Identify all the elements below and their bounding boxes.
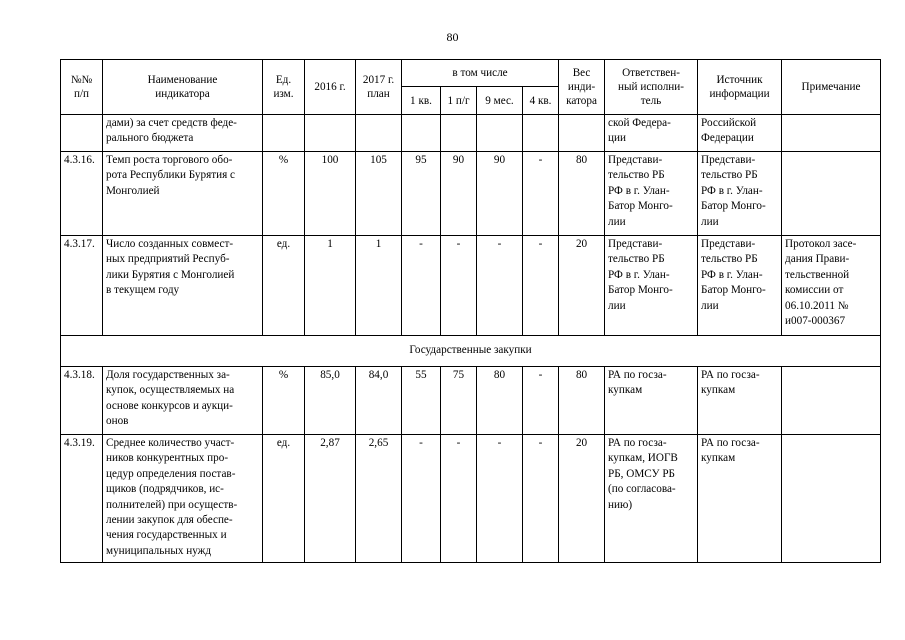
header-9m: 9 мес. [477, 87, 523, 115]
row-unit: % [263, 367, 305, 435]
row-responsible: Представи- тельство РБ РФ в г. Улан- Батор Монго- лии [605, 152, 698, 236]
row-unit: % [263, 152, 305, 236]
row-q4: - [523, 152, 559, 236]
row-num: 4.3.16. [61, 152, 103, 236]
row-num: 4.3.17. [61, 236, 103, 336]
row-responsible: РА по госза- купкам [605, 367, 698, 435]
table-row [61, 152, 881, 236]
row-q1 [402, 115, 441, 152]
row-h1: 90 [441, 152, 477, 236]
header-including: в том числе [402, 60, 559, 87]
header-name: Наименование индикатора [103, 60, 263, 115]
table-row [61, 236, 881, 336]
row-weight: 20 [559, 236, 605, 336]
header-h1: 1 п/г [441, 87, 477, 115]
row-h1: - [441, 236, 477, 336]
header-responsible: Ответствен- ный исполни- тель [605, 60, 698, 115]
header-q1: 1 кв. [402, 87, 441, 115]
table-row [61, 435, 881, 563]
row-9m: 90 [477, 152, 523, 236]
row-note [782, 435, 881, 563]
row-name: Число созданных совмест- ных предприятий Респуб- лики Бурятия с Монголией в текущем году [103, 236, 263, 336]
row-unit: ед. [263, 236, 305, 336]
page-number: 80 [446, 30, 459, 44]
row-note [782, 367, 881, 435]
row-2016: 2,87 [305, 435, 356, 563]
row-weight [559, 115, 605, 152]
row-num [61, 115, 103, 152]
row-q1: - [402, 236, 441, 336]
row-q1: 95 [402, 152, 441, 236]
row-q4 [523, 115, 559, 152]
row-h1: - [441, 435, 477, 563]
row-name: Темп роста торгового обо- рота Республики Бурятия с Монголией [103, 152, 263, 236]
row-unit: ед. [263, 435, 305, 563]
row-2016: 1 [305, 236, 356, 336]
header-weight: Вес инди- катора [559, 60, 605, 115]
header-unit: Ед. изм. [263, 60, 305, 115]
row-q1: - [402, 435, 441, 563]
indicators-table [60, 59, 881, 563]
row-h1: 75 [441, 367, 477, 435]
row-2016 [305, 115, 356, 152]
row-source: Представи- тельство РБ РФ в г. Улан- Батор Монго- лии [698, 152, 782, 236]
row-name: Среднее количество участ- ников конкурентных про- цедур определения постав- щиков (подрядчиков, ис- полнителей) при осуществ- лении закупок для обеспе- чения государственных и муниципальных нужд [103, 435, 263, 563]
row-num: 4.3.19. [61, 435, 103, 563]
row-source: Представи- тельство РБ РФ в г. Улан- Батор Монго- лии [698, 236, 782, 336]
row-9m: - [477, 435, 523, 563]
row-2016: 85,0 [305, 367, 356, 435]
row-name: дами) за счет средств феде- рального бюджета [103, 115, 263, 152]
row-q4: - [523, 367, 559, 435]
row-unit [263, 115, 305, 152]
row-2017: 84,0 [356, 367, 402, 435]
row-h1 [441, 115, 477, 152]
section-title: Государственные закупки [61, 336, 881, 367]
row-note [782, 152, 881, 236]
row-source: РА по госза- купкам [698, 435, 782, 563]
row-9m: 80 [477, 367, 523, 435]
row-name: Доля государственных за- купок, осуществляемых на основе конкурсов и аукци- онов [103, 367, 263, 435]
section-row [61, 336, 881, 367]
row-2017: 2,65 [356, 435, 402, 563]
header-note: Примечание [782, 60, 881, 115]
header-source: Источник информации [698, 60, 782, 115]
row-note [782, 115, 881, 152]
header-2016: 2016 г. [305, 60, 356, 115]
row-2017: 105 [356, 152, 402, 236]
row-2017 [356, 115, 402, 152]
table-row [61, 367, 881, 435]
row-q4: - [523, 435, 559, 563]
row-9m [477, 115, 523, 152]
row-q1: 55 [402, 367, 441, 435]
row-responsible: ской Федера- ции [605, 115, 698, 152]
row-source: Российской Федерации [698, 115, 782, 152]
row-note: Протокол засе- дания Прави- тельственной комиссии от 06.10.2011 № и007-000367 [782, 236, 881, 336]
row-weight: 20 [559, 435, 605, 563]
header-num: №№ п/п [61, 60, 103, 115]
header-2017: 2017 г. план [356, 60, 402, 115]
row-source: РА по госза- купкам [698, 367, 782, 435]
row-num: 4.3.18. [61, 367, 103, 435]
row-responsible: РА по госза- купкам, ИОГВ РБ, ОМСУ РБ (по согласова- нию) [605, 435, 698, 563]
row-responsible: Представи- тельство РБ РФ в г. Улан- Батор Монго- лии [605, 236, 698, 336]
header-q4: 4 кв. [523, 87, 559, 115]
table-row [61, 115, 881, 152]
row-2016: 100 [305, 152, 356, 236]
row-9m: - [477, 236, 523, 336]
row-weight: 80 [559, 367, 605, 435]
row-2017: 1 [356, 236, 402, 336]
row-q4: - [523, 236, 559, 336]
row-weight: 80 [559, 152, 605, 236]
